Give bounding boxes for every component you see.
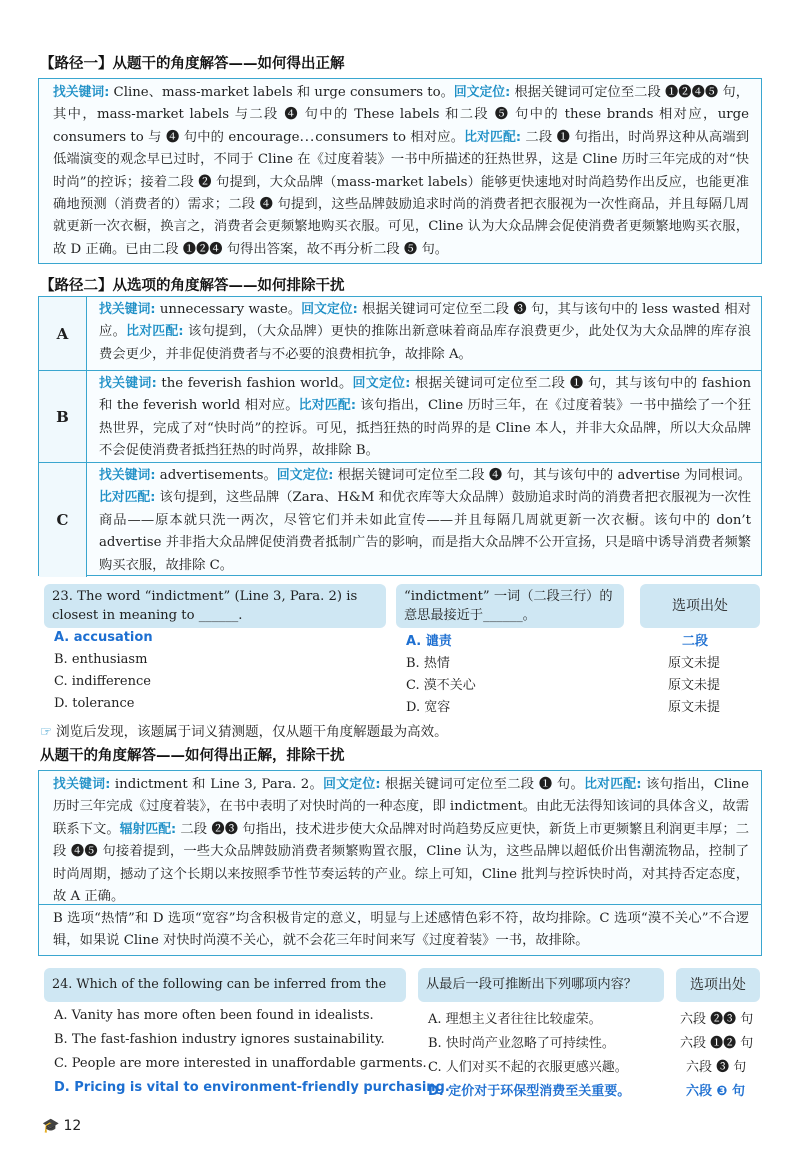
path1-heading: 【路径一】从题干的角度解答——如何得出正解 [40,56,345,72]
option-analysis: 找关键词: the feverish fashion world。回文定位: 根据关键词可定位至二段 ❶ 句，其与该句中的 fashion 和 the feverish world 相对应。比对匹配: 该句指出，Cline 历时三年，在《过度着装》一书中描绘了一个狂热世界，完成了对“快时尚”的控诉。可见，抵挡狂热的时尚界的是 Cline 本人，并非大众品牌，所以大众品牌不会促使消费者抵挡狂热的时尚界，故排除 B。 [99,376,752,459]
path1-analysis-text: 找关键词: Cline、mass-market labels 和 urge consumers to。回文定位: 根据关键词可定位至二段 ❶❷❹❺ 句，其中，mass-market labels 与二段 ❹ 句中的 These labels 和二段 ❺ 句中的 these brands 相对应，urge consumers to 与 ❹ 句中的 encourage...consumers to 相对应。比对匹配: 二段 ❶ 句指出，时尚界这种从高端到低端演变的观念早已过时，不同于 Cline 在《过度着装》一书中所描述的狂热世界，这是 Cline 历时三年完成的对“快时尚”的控诉；接着二段 ❷ 句提到，大众品牌（mass-market labels）能够更快速地对时尚趋势作出反应，也能更准确地预测（消费者的）需求；二段 ❹ 句提到，这些品牌鼓励追求时尚的消费者把衣服视为一次性商品，并且每隔几周就更新一次衣橱，换言之，消费者会更频繁地购买衣服。可见，Cline 认为大众品牌会促使消费者更频繁地购买衣服，故 D 正确。已由二段 ❶❷❹ 句得出答案，故不再分析二段 ❺ 句。 [53,85,750,257]
q23-source-b: 原文未提 [668,656,721,671]
find-keywords-label: 找关键词: [53,85,110,100]
option-row-a [39,297,761,371]
pointing-hand-icon: ☞ [40,724,53,740]
locate-label: 回文定位: [453,85,511,100]
q23-question-en: 23. The word “indictment” (Line 3, Para. 2) is closest in meaning to ______. [44,584,386,628]
q23-source-header: 选项出处 [640,584,760,628]
path2-heading: 【路径二】从选项的角度解答——如何排除干扰 [40,278,345,294]
q24-option-c-zh: C. 人们对买不起的衣服更感兴趣。 [428,1060,628,1075]
q24-source-b: 六段 ❶❷ 句 [680,1036,754,1051]
option-letter: C [39,463,87,577]
q24-source-a: 六段 ❷❸ 句 [680,1012,754,1027]
q23-option-d-zh: D. 宽容 [406,700,451,715]
q23-option-c-en: C. indifference [54,674,151,689]
page-number: 🎓 12 [42,1118,82,1134]
q23-option-c-zh: C. 漠不关心 [406,678,476,693]
q24-option-a-zh: A. 理想主义者往往比较虚荣。 [428,1012,602,1027]
option-letter: A [39,297,87,370]
q23-source-a: 二段 [682,634,709,649]
q23-option-a-en: A. accusation [54,630,153,645]
option-analysis: 找关键词: unnecessary waste。回文定位: 根据关键词可定位至二段 ❸ 句，其与该句中的 less wasted 相对应。比对匹配: 该句提到，（大众品牌）更快的推陈出新意味着商品库存浪费更少，此处仅为大众品牌的库存浪费会更少，并非促使消费者与不必要的浪费相抗争，故排除 A。 [99,302,752,362]
q24-option-c-en: C. People are more interested in unaffordable garments. [54,1056,427,1071]
graduation-cap-icon: 🎓 [42,1118,60,1134]
q24-option-b-zh: B. 快时尚产业忽略了可持续性。 [428,1036,615,1051]
q24-option-a-en: A. Vanity has more often been found in idealists. [54,1008,374,1023]
q23-analysis-text: 找关键词: indictment 和 Line 3, Para. 2。回文定位: 根据关键词可定位至二段 ❶ 句。比对匹配: 该句指出，Cline 历时三年完成《过度着装》，在书中表明了对快时尚的一种态度，即 indictment。由此无法得知该词的具体含义，故需联系下文。辐射匹配: 二段 ❷❸ 句指出，技术进步使大众品牌对时尚趋势反应更快，新货上市更频繁且利润更丰厚；二段 ❹❺ 句接着提到，一些大众品牌鼓励消费者频繁购置衣服，Cline 认为，这些品牌以超低价出售潮流物品，控制了时尚周期，撼动了这个长期以来按照季节性节奏运转的产业。综上可知，Cline 批判与控诉快时尚，对其持否定态度，故 A 正确。 [39,771,761,905]
q23-question-zh: “indictment” 一词（二段三行）的意思最接近于______。 [396,584,624,628]
q24-option-d-en: D. Pricing is vital to environment-friendly purchasing. [54,1080,450,1095]
compare-label: 比对匹配: [464,129,522,145]
q23-heading: 从题干的角度解答——如何得出正解，排除干扰 [40,748,345,764]
q23-option-d-en: D. tolerance [54,696,135,711]
q23-option-a-zh: A. 谴责 [406,634,452,649]
q23-analysis-box [38,770,762,956]
q23-source-c: 原文未提 [668,678,721,693]
q23-tip: ☞ 浏览后发现，该题属于词义猜测题，仅从题干角度解题最为高效。 [40,724,448,740]
option-letter: B [39,371,87,462]
path1-analysis-box [38,78,762,264]
q23-exclusion-text: B 选项“热情”和 D 选项“宽容”均含积极肯定的意义，明显与上述感情色彩不符，故均排除。C 选项“漠不关心”不合逻辑，如果说 Cline 对快时尚漠不关心，就不会花三年时间来写《过度着装》一书，故排除。 [53,911,749,949]
q24-option-b-en: B. The fast-fashion industry ignores sustainability. [54,1032,385,1047]
q24-source-c: 六段 ❸ 句 [686,1060,747,1075]
q24-source-d: 六段 ❸ 句 [686,1084,746,1099]
q24-source-header: 选项出处 [676,968,760,1002]
path2-options-table [38,296,762,576]
q24-option-d-zh: D. 定价对于环保型消费至关重要。 [428,1084,631,1099]
q23-option-b-zh: B. 热情 [406,656,450,671]
option-row-b [39,371,761,463]
q24-question-zh: 从最后一段可推断出下列哪项内容？ [418,968,664,1002]
option-row-c [39,463,761,577]
q23-source-d: 原文未提 [668,700,721,715]
q23-option-b-en: B. enthusiasm [54,652,148,667]
q24-question-en: 24. Which of the following can be inferred from the [44,968,406,1002]
option-analysis: 找关键词: advertisements。回文定位: 根据关键词可定位至二段 ❹ 句，其与该句中的 advertise 为同根词。比对匹配: 该句提到，这些品牌（Zara、H&M 和优衣库等大众品牌）鼓励追求时尚的消费者把衣服视为一次性商品——原本就只洗一两次，尽管它们并未如此宣传——并且每隔几周就更新一次衣橱。该句中的 don’t advertise 并非指大众品牌促使消费者抵制广告的影响，而是指大众品牌不公开宣扬，只是暗中诱导消费者频繁购买衣服，故排除 C。 [99,468,751,573]
